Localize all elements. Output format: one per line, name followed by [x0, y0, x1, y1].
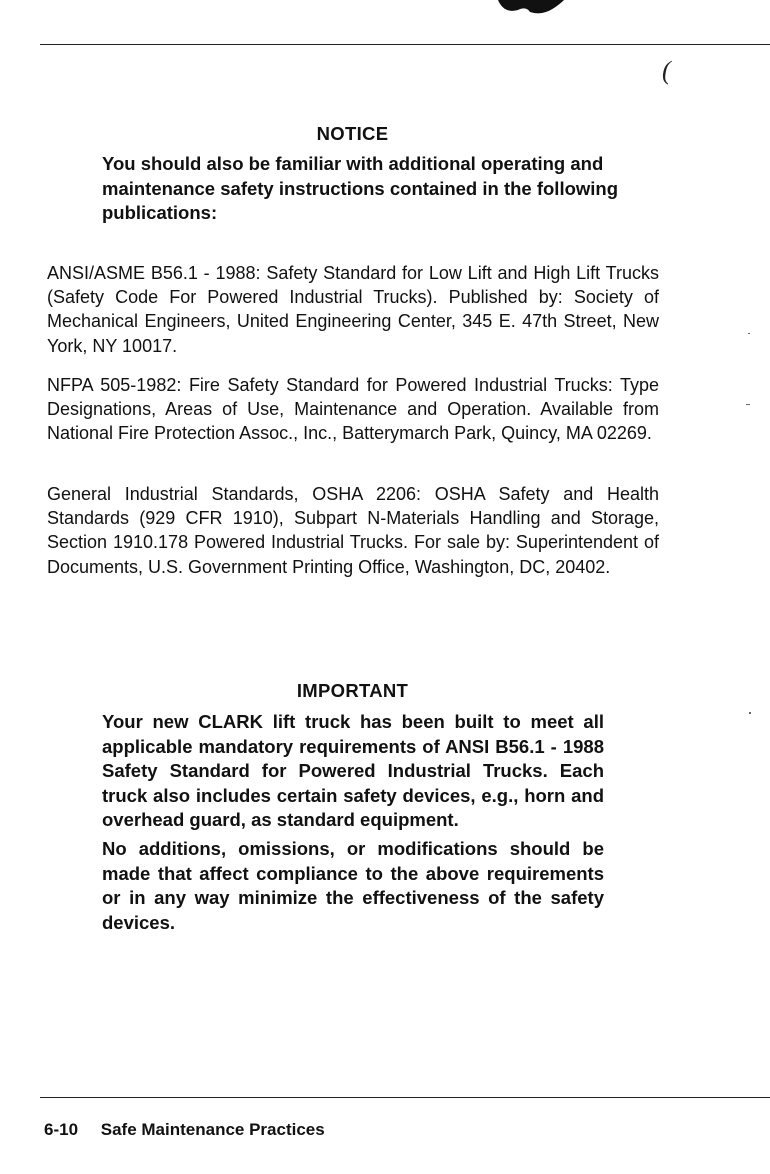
section-title: Safe Maintenance Practices — [100, 1120, 325, 1139]
page-number: 6-10 — [44, 1120, 79, 1139]
top-divider — [40, 44, 770, 45]
important-paragraph: Your new CLARK lift truck has been built to meet all applicable mandatory requirements of ANSI B56.1 - 1988 Safety Standard for Powered Industrial Trucks. Each truck also includes certain safety devices, e.g., horn and overhead guard, as standard equipment. — [102, 711, 604, 830]
margin-paren-mark: ( — [662, 56, 671, 85]
reference-osha: General Industrial Standards, OSHA 2206: OSHA Safety and Health Standards (929 CFR 1910), Subpart N-Materials Handling and Storage, Section 1910.178 Powered Industrial Trucks. For sale by: Superintendent of Documents, U.S. Government Printing Office, Washington, DC, 20402. — [47, 484, 659, 577]
notice-text: You should also be familiar with additional operating and maintenance safety instructions contained in the following publications: — [102, 153, 619, 223]
reference-ansi: ANSI/ASME B56.1 - 1988: Safety Standard for Low Lift and High Lift Trucks (Safety Code For Powered Industrial Trucks). Published by: Society of Mechanical Engineers, United Engineering Center, 345 E. 47th Street, New York, NY 10017. — [47, 263, 659, 356]
important-heading: IMPORTANT — [296, 680, 409, 701]
scan-speck — [748, 333, 750, 334]
notice-heading: NOTICE — [316, 123, 389, 144]
scan-speck — [749, 712, 751, 714]
top-edge-ink-mark — [496, 0, 566, 16]
scan-speck — [746, 404, 750, 405]
important-paragraph: No additions, omissions, or modifications should be made that affect compliance to the above requirements or in any way minimize the effectiveness of the safety devices. — [102, 838, 604, 933]
page-footer — [44, 1120, 325, 1140]
bottom-divider — [40, 1097, 770, 1098]
reference-nfpa: NFPA 505-1982: Fire Safety Standard for Powered Industrial Trucks: Type Designations, Areas of Use, Maintenance and Operation. Available from National Fire Protection Assoc., Inc., Batterymarch Park, Quincy, MA 02269. — [47, 375, 659, 444]
